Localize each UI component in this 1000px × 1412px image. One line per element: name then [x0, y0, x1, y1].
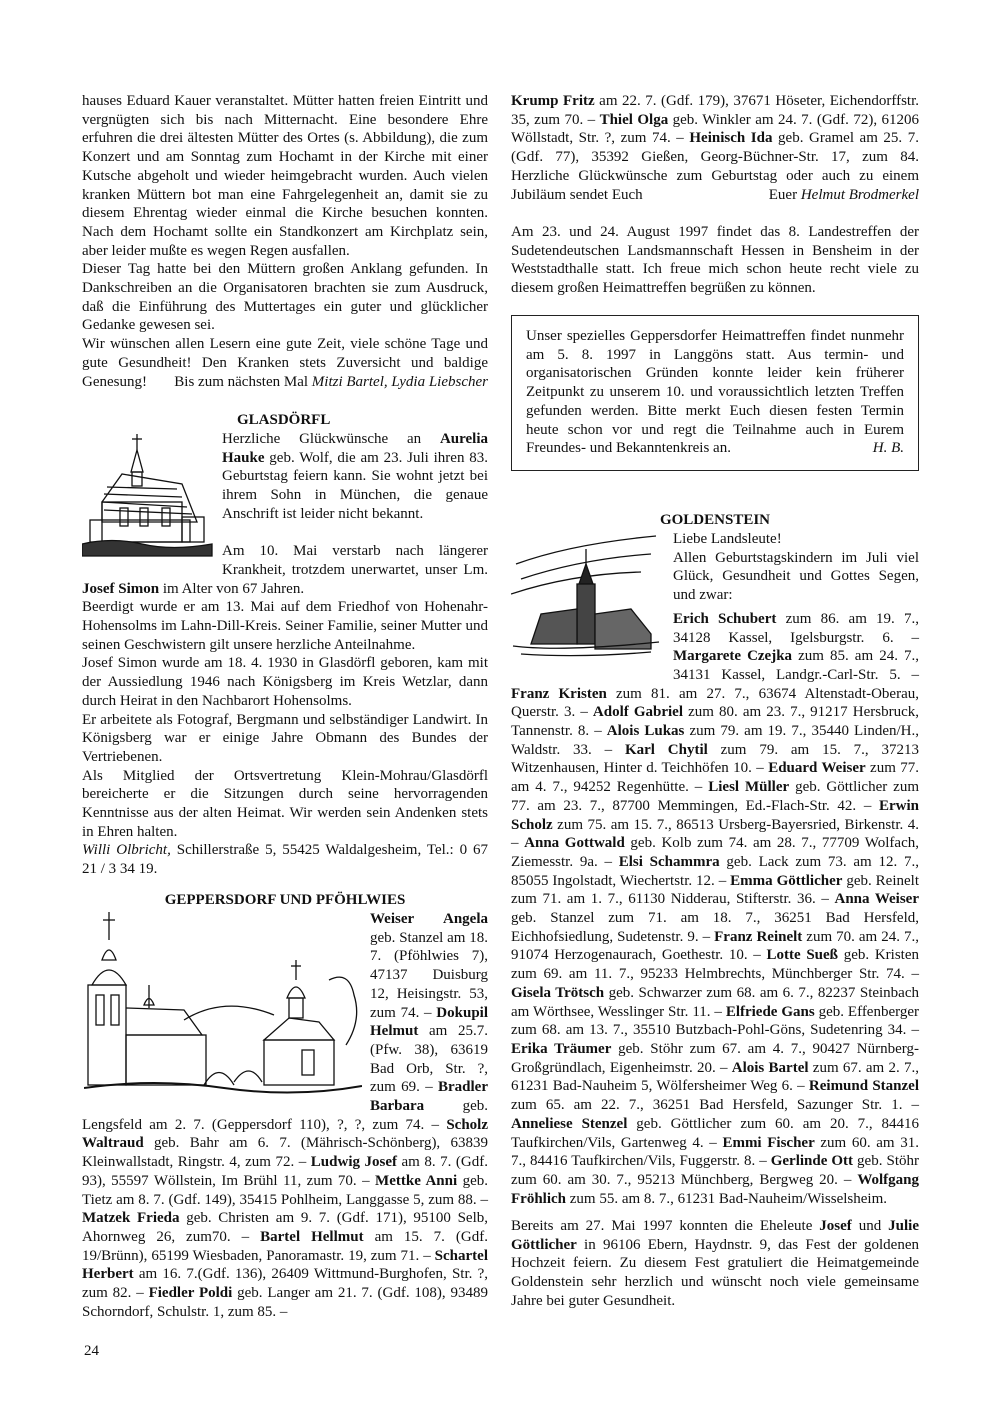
person-name: Eduard Weiser	[768, 760, 866, 777]
person-name: Karl Chytil	[624, 741, 708, 758]
obituary-paragraph	[82, 598, 488, 654]
person-name: Scholz Waltraud	[82, 1116, 488, 1152]
text-run: geb. Effenberger zum 68. am 13. 7., 35510 Butzbach-Pohl-Göns, Sudetenring 34. –	[511, 1003, 920, 1039]
glasdoerfl-section	[82, 410, 488, 879]
text-run: Unser spezielles Geppersdorfer Heimattreffen findet nunmehr am 5. 8. 1997 in Langgöns statt. Aus termin- und organisatorischen Gründen konnte leider kein früherer Zeitpunkt zu unserem 10. und voraussichtlich letzten Treffen gefunden werden. Bitte merkt Euch diesen festen Termin heute schon vor und regt die Teilnahme auch in Eurem Freundes- und Bekanntenkreis an.	[526, 328, 904, 457]
text-run: geb. Christen am 9. 7. (Gdf. 171), 95100 Selb, Ahornweg 26, zum70. –	[82, 1210, 488, 1245]
contact-line	[82, 841, 488, 878]
person-name: Krump Fritz	[511, 93, 595, 109]
person-name: Emmi Fischer	[722, 1134, 815, 1151]
text-run: zum 86. am 19. 7., 34128 Kassel, Igelsburgstr. 6. –	[673, 610, 920, 646]
obituary-paragraph	[82, 711, 488, 767]
person-name: Elfriede Gans	[725, 1003, 815, 1020]
text-run: geb. Gramel am 25. 7. (Gdf. 77), 35392 Gießen, Georg-Büchner-Str. 17, zum 84. Herzliche Glückwünsche zum Geburtstag oder auch zu einem Jubiläum sendet Euch	[511, 130, 919, 203]
text-run: Beerdigt wurde er am 13. Mai auf dem Friedhof von Hohenahr-Hohensolms im Lahn-Dill-Kreis. Seiner Familie, seiner Mutter und seinen Geschwistern gilt unsere herzliche Anteilnahme.	[82, 599, 488, 653]
text-run: zum 75. am 15. 7., 86513 Ursberg-Bayersried, Birkenstr. 4. –	[511, 816, 919, 852]
text-run: geb. Lack zum 73. am 12. 7., 85055 Ingolstadt, Wiechertstr. 12. –	[511, 853, 919, 889]
text-run: geb. Reinelt zum 71. am 1. 7., 61130 Nidderau, Stifterstr. 36. –	[511, 872, 919, 908]
section-heading: GLASDÖRFL	[237, 412, 331, 428]
italic-text: H. B.	[872, 440, 904, 457]
text-run: und	[851, 1218, 889, 1234]
church-illustration	[84, 910, 362, 1106]
person-name: Aurelia Hauke	[222, 431, 488, 466]
birthday-list	[511, 92, 919, 204]
text-run: geb. Stanzel am 18. 7. (Pföhlwies 7), 47137 Duisburg 12, Heisingstr. 53, zum 74. –	[370, 929, 488, 1021]
person-name: Josef	[819, 1218, 852, 1234]
obituary-paragraph	[82, 654, 488, 710]
text-run: geb. Schwarzer zum 68. am 6. 7., 82237 Steinbach am Wörthsee, Wesslinger Str. 11. –	[511, 984, 920, 1020]
text-run: Bereits am 27. Mai 1997 konnten die Eheleute	[511, 1218, 820, 1234]
person-name: Franz Kristen	[511, 685, 607, 702]
goldenstein-section	[511, 510, 919, 1208]
person-name: Schartel Herbert	[82, 1247, 488, 1283]
person-name: Alois Lukas	[606, 723, 685, 740]
notice-paragraph	[511, 1217, 919, 1311]
text-run: geb. Bahr am 6. 7. (Mährisch-Schönberg), 63839 Kleinwallstadt, Ringstr. 4, zum 72. –	[82, 1135, 488, 1171]
text-run: geb. Tietz am 8. 7. (Gdf. 149), 35415 Pohlheim, Langgasse 5, zum 88. –	[82, 1172, 488, 1208]
text-run: zum 85. am 24. 7., 34131 Kassel, Landgr.-Carl-Str. 5. –	[673, 648, 919, 683]
text-run: geb. Langer am 21. 7. (Gdf. 108), 93489 Schorndorf, Schulstr. 1, zum 85. –	[82, 1285, 488, 1320]
text-run: zum 80. am 23. 7., 91217 Hersbruck, Tannenstr. 8. –	[511, 704, 919, 740]
golden-wedding-notice	[511, 1217, 919, 1311]
person-name: Anneliese Stenzel	[511, 1115, 628, 1132]
person-name: Gisela Trötsch	[511, 984, 605, 1001]
person-name: Erich Schubert	[673, 610, 777, 627]
person-name: Matzek Frieda	[82, 1210, 180, 1227]
text-run: zum 55. am 8. 7., 61231 Bad-Nauheim/Wisselsheim.	[566, 1190, 888, 1207]
person-name: Emma Göttlicher	[730, 872, 843, 889]
text-run: am 15. 7. (Gdf. 19/Brünn), 65199 Wiesbaden, Panoramastr. 19, zum 71. –	[82, 1228, 488, 1264]
person-name: Anna Weiser	[834, 891, 919, 908]
person-name: Liesl Müller	[708, 779, 790, 796]
text-run: zum 60. am 31. 7., 84416 Taufkirchen/Vils, Fuggerstr. 8. –	[511, 1134, 919, 1170]
person-name: Dokupil Helmut	[370, 1004, 488, 1040]
text-run: geb. Kristen zum 69. am 11. 7., 95233 Helmbrechts, Münchberger Str. 74. –	[511, 947, 919, 983]
page-number: 24	[84, 1343, 99, 1359]
signature	[769, 186, 919, 205]
text-run: geb. Kolb zum 74. am 28. 7., 77709 Wolfach, Ziemesstr. 9a. –	[511, 835, 919, 870]
church-illustration	[82, 432, 214, 569]
person-name: Anna Gottwald	[524, 835, 625, 852]
text-run: am 8. 7. (Gdf. 93), 55597 Wöllstein, Im Brühl 11, zum 70. –	[82, 1154, 488, 1189]
person-name: Alois Bartel	[731, 1059, 809, 1076]
text-run: zum 79. am 19. 7., 35440 Linden/H., Waldstr. 33. –	[511, 723, 919, 758]
intro-closing	[82, 335, 488, 391]
intro-paragraph	[82, 260, 488, 335]
town-illustration	[511, 534, 661, 670]
right-column	[511, 92, 919, 1322]
landestreffen-notice	[511, 223, 919, 298]
person-name: Erwin Scholz	[511, 797, 919, 833]
text-run: Er arbeitete als Fotograf, Bergmann und selbständiger Landwirt. In Königsberg war er einige Jahre Obmann des Bundes der Vertriebenen.	[82, 711, 488, 765]
text-run: hauses Eduard Kauer veranstaltet. Mütter hatten freien Eintritt und vergnügten sich bis nach Mitternacht. Eine besondere Ehre erfuhren die drei ältesten Mütter des Ortes (s. Abbildung), die zum Konzert und am Sonntag zum Hochamt in der Kirche mit einer Kutsche abgeholt und wieder heimgebracht wurden. Auch vielen kranken Müttern bot man eine Fahrgelegenheit an, damit sie zu diesem Ehrentag wieder einmal die Kirche besuchen konnten. Nach dem Hochamt sollte ein Standkonzert am Kirchplatz sein, aber leider mußte es wegen Regen ausfallen.	[82, 93, 488, 259]
person-name: Josef Simon	[82, 580, 160, 597]
notice-paragraph	[511, 223, 919, 298]
text-run: geb. Wolf, die am 23. Juli ihren 83. Geburtstag feiern kann. Sie wohnt jetzt bei ihrem Sohn in München, die genaue Anschrift ist leider nicht bekannt.	[222, 449, 488, 522]
left-column	[82, 92, 488, 1322]
person-name: Weiser Angela	[370, 911, 488, 927]
text-run: zum 67. am 2. 7., 61231 Bad-Nauheim 5, Wölfersheimer Weg 6. –	[511, 1059, 919, 1095]
birthday-list	[511, 610, 919, 1209]
text-run: Wir wünschen allen Lesern eine gute Zeit, viele schöne Tage und gute Gesundheit! Den Kranken stets Zuversicht und baldige Genesung!	[82, 336, 488, 390]
text-run: am 22. 7. (Gdf. 179), 37671 Höseter, Eichendorffstr. 35, zum 70. –	[511, 93, 919, 128]
section-heading: GOLDENSTEIN	[659, 512, 771, 528]
text-run: Liebe Landsleute!	[673, 531, 782, 547]
text-run: geb. Stöhr zum 60. am 30. 7., 95213 Münchberg, Bergweg 20. –	[511, 1153, 919, 1188]
person-name: Erika Träumer	[511, 1040, 612, 1057]
box-text	[526, 327, 904, 458]
person-name: Julie Göttlicher	[511, 1218, 919, 1253]
person-name: Margarete Czejka	[673, 648, 793, 665]
italic-text: Mitzi Bartel, Lydia Liebscher	[311, 373, 488, 390]
text-run: Herzliche Glückwünsche an	[222, 431, 440, 447]
geppersdorf-section	[82, 890, 488, 1321]
text-run: geb. Lengsfeld am 2. 7. (Geppersdorf 110), ?, ?, zum 74. –	[82, 1098, 488, 1133]
heimattreffen-box	[511, 315, 919, 471]
signature	[174, 373, 488, 392]
person-name: Heinisch Ida	[689, 130, 773, 147]
text-run: geb. Göttlicher zum 77. am 23. 7., 87700 Memmingen, Ed.-Flach-Str. 42. –	[511, 779, 919, 814]
box-signature	[873, 439, 904, 458]
intro-section	[82, 92, 488, 391]
text-run: Dieser Tag hatte bei den Müttern großen Anklang gefunden. In Dankschreiben an die Organisatoren brachten sie zum Ausdruck, daß die Einführung des Muttertages ein guter und glücklicher Gedanke gewesen sei.	[82, 261, 488, 334]
person-name: Bradler Barbara	[370, 1079, 488, 1115]
text-run: geb. Stanzel zum 71. am 18. 7., 36251 Bad Hersfeld, Eichhofsiedlung, Sudetenstr. 9. –	[511, 910, 919, 945]
text-run: zum 77. am 4. 7., 94252 Regenhütte. –	[511, 760, 919, 796]
intro-paragraph	[82, 92, 488, 260]
person-name: Gerlinde Ott	[770, 1153, 854, 1170]
person-name: Thiel Olga	[599, 111, 669, 128]
text-run: Schillerstraße 5, 55425 Waldalgesheim, Tel.: 0 67 21 / 3 34 19.	[82, 842, 488, 878]
text-run: Allen Geburtstagskindern im Juli viel Glück, Gesundheit und Gottes Segen, und zwar:	[673, 549, 919, 604]
person-name: Lotte Sueß	[766, 947, 839, 964]
person-name: Wolfgang Fröhlich	[511, 1171, 919, 1207]
text-run: geb. Winkler am 24. 7. (Gdf. 72), 61206 Wöllstadt, Str. ?, zum 74. –	[511, 111, 920, 147]
person-name: Ludwig Josef	[310, 1154, 397, 1171]
obituary-paragraph	[82, 767, 488, 842]
person-name: Adolf Gabriel	[592, 704, 684, 721]
italic-text: Helmut Brodmerkel	[800, 186, 919, 203]
text-run: am 16. 7.(Gdf. 136), 26409 Wittmund-Burghofen, Str. ?, zum 82. –	[82, 1266, 488, 1302]
text-run: im Alter von 67 Jahren.	[159, 580, 305, 597]
section-heading: GEPPERSDORF UND PFÖHLWIES	[164, 892, 406, 908]
text-run: Bis zum nächsten Mal	[174, 373, 312, 390]
person-name: Elsi Schammra	[618, 853, 720, 870]
geppersdorf-continued	[511, 92, 919, 204]
italic-text: Willi Olbricht,	[82, 842, 171, 859]
text-run: zum 79. am 15. 7., 37213 Witzenhausen, Hinter d. Teichhöfen 10. –	[511, 741, 919, 777]
text-run: am 25.7. (Pfw. 38), 63619 Bad Orb, Str. ?, zum 69. –	[370, 1023, 488, 1096]
person-name: Franz Reinelt	[714, 928, 803, 945]
text-run: Josef Simon wurde am 18. 4. 1930 in Glasdörfl geboren, kam mit der Aussiedlung 1946 nach Königsberg im Kreis Wetzlar, dann durch Heirat in den Nachbarort Hohensolms.	[82, 655, 488, 709]
text-run: geb. Stöhr zum 67. am 4. 7., 90427 Nürnberg-Großgründlach, Eigenheimstr. 20. –	[511, 1040, 919, 1076]
text-run: Am 23. und 24. August 1997 findet das 8. Landestreffen der Sudetendeutschen Landsmannschaft Hessen in Bensheim in der Weststadthalle statt. Ich freue mich schon heute recht viele zu diesem großen Heimattreffen begrüßen zu können.	[511, 224, 919, 297]
person-name: Fiedler Poldi	[148, 1285, 233, 1302]
text-run: in 96106 Ebern, Haydnstr. 9, das Fest der goldenen Hochzeit feiern. Zu diesem Fest gratuliert die Heimatgemeinde Goldenstein sehr herzlich und wünscht noch viele gemeinsame Jahre bei guter Gesundheit.	[511, 1236, 919, 1309]
text-run: zum 81. am 27. 7., 63674 Altenstadt-Oberau, Querstr. 3. –	[511, 685, 919, 721]
text-run: Euer	[768, 186, 801, 203]
text-run: zum 65. am 22. 7., 36251 Bad Hersfeld, Sazunger Str. 1. –	[511, 1097, 919, 1114]
person-name: Bartel Hellmut	[260, 1228, 364, 1245]
text-run: geb. Göttlicher zum 60. am 20. 7., 84416 Taufkirchen/Vils, Gartenweg 4. –	[511, 1115, 919, 1151]
text-run: Am 10. Mai verstarb nach längerer Krankheit, trotzdem unerwartet, unser Lm.	[222, 543, 488, 578]
person-name: Mettke Anni	[375, 1172, 458, 1189]
text-run: Als Mitglied der Ortsvertretung Klein-Mohrau/Glasdörfl bereicherte er die Sitzungen durch seine hervorragenden Kenntnisse aus der alten Heimat. Wir werden sein Andenken stets in Ehren halten.	[82, 767, 488, 840]
text-run: zum 70. am 24. 7., 91074 Herzogenaurach, Goethestr. 10. –	[511, 928, 920, 964]
person-name: Reimund Stanzel	[808, 1078, 919, 1095]
